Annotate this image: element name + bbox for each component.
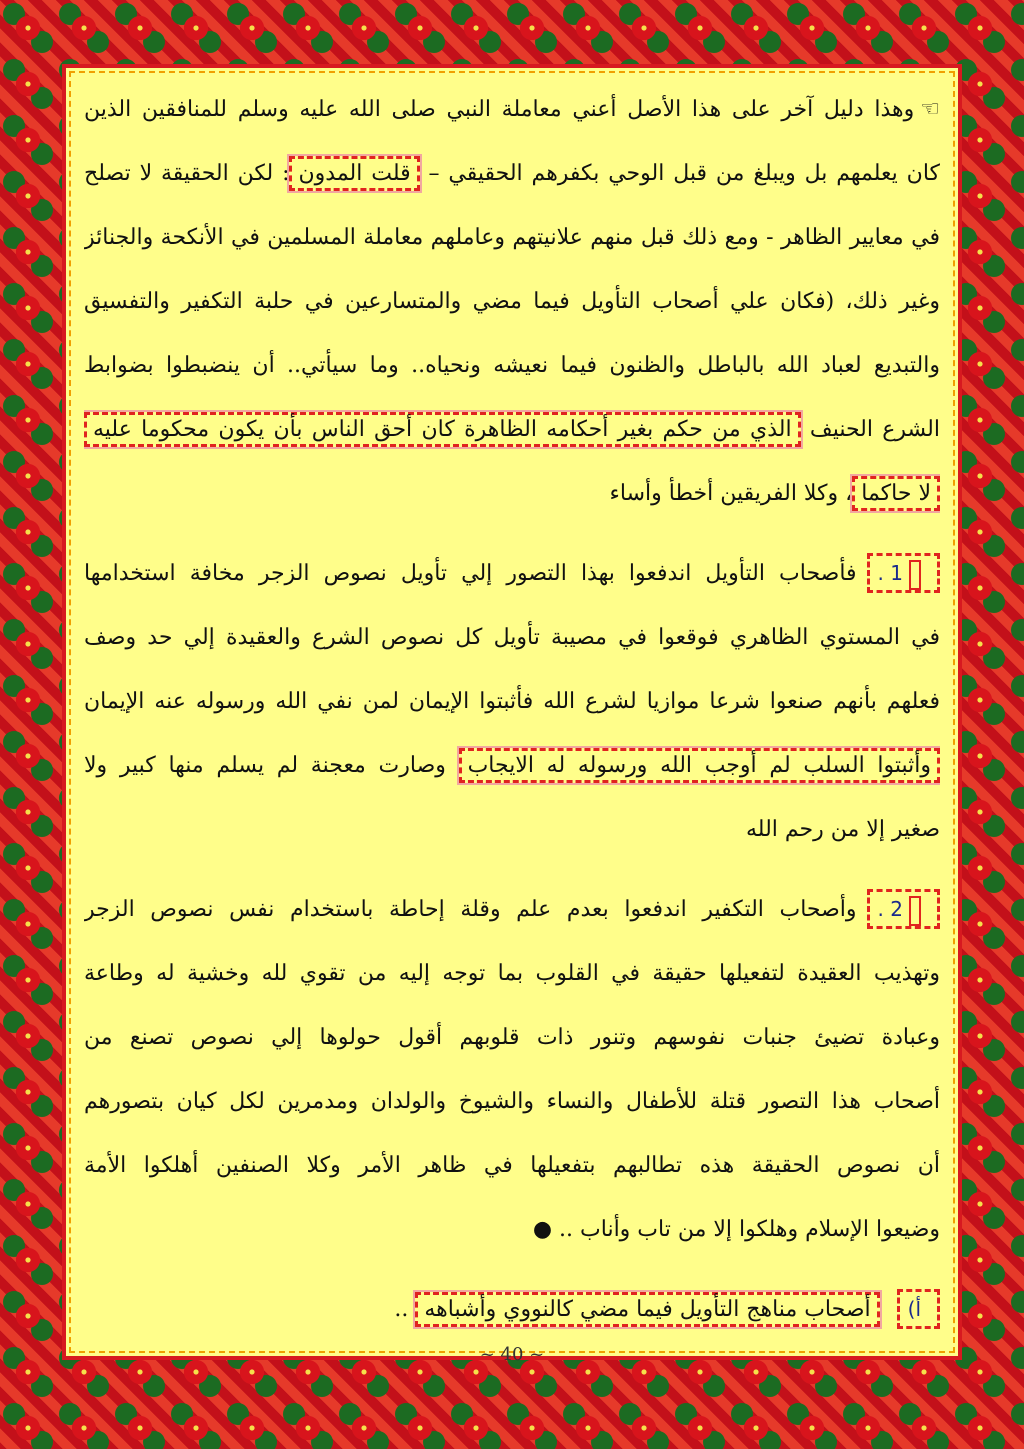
hand-pointing-left-icon: ☜ (920, 97, 940, 122)
side-bar (909, 560, 921, 590)
text-line: صغير إلا من رحم الله (746, 817, 940, 842)
text-line: فعلهم بأنهم صنعوا شرعا موازيا لشرع الله فأثبتوا الإيمان لمن نفي الله ورسوله عنه الإيمان (84, 689, 940, 714)
highlight-box: الذي من حكم بغير أحكامه الظاهرة كان أحق الناس بأن يكون محكوما عليه (84, 412, 801, 447)
text-line: كان يعلمهم بل ويبلغ من قبل الوحي بكفرهم الحقيقي – قلت المدون: لكن الحقيقة لا تصلح (84, 142, 940, 206)
spacer (84, 862, 940, 878)
page-number: ~ 40 ~ (479, 1344, 545, 1365)
text-line: ☜وهذا دليل آخر على هذا الأصل أعني معاملة النبي صلى الله عليه وسلم للمنافقين الذين (84, 97, 940, 122)
text-line: وأثبتوا السلب لم أوجب الله ورسوله له الايجاب وصارت معجنة لم يسلم منها كبير ولا (84, 734, 940, 798)
text-line: لا حاكما، وكلا الفريقين أخطأ وأساء (84, 462, 940, 526)
spacer (84, 526, 940, 542)
blogger-note-box: قلت المدون (289, 156, 419, 191)
text-line: في المستوي الظاهري فوقعوا في مصيبة تأويل كل نصوص الشرع والعقيدة إلي حد وصف (84, 625, 940, 650)
section-heading: أ) أصحاب مناهج التأويل فيما مضي كالنووي وأشباهه .. (84, 1278, 940, 1342)
text-line: 2 .وأصحاب التكفير اندفعوا بعدم علم وقلة إحاطة باستخدام نفس نصوص الزجر (84, 878, 940, 942)
text-line: الشرع الحنيف الذي من حكم بغير أحكامه الظاهرة كان أحق الناس بأن يكون محكوما عليه (84, 398, 940, 462)
side-bar (909, 896, 921, 926)
text-line: 1 .فأصحاب التأويل اندفعوا بهذا التصور إلي تأويل نصوص الزجر مخافة استخدامها (84, 542, 940, 606)
text-line: وغير ذلك، (فكان علي أصحاب التأويل فيما مضي والمتسارعين في حلبة التكفير والتفسيق (84, 289, 940, 314)
text-line: وتهذيب العقيدة لتفعيلها حقيقة في القلوب بما توجه إليه من تقوي لله وخشية له وطاعة (84, 961, 940, 986)
end-mark: ● (532, 1217, 553, 1242)
text-line: في معايير الظاهر - ومع ذلك قبل منهم علانيتهم وعاملهم معاملة المسلمين في الأنكحة والجنائز (84, 225, 940, 250)
highlight-box: لا حاكما (852, 476, 940, 511)
spacer (84, 1262, 940, 1278)
text-line: أصحاب هذا التصور قتلة للأطفال والنساء والشيوخ والولدان ومدمرين لكل كيان بتصورهم (84, 1089, 940, 1114)
text-line: وضيعوا الإسلام وهلكوا إلا من تاب وأناب .. ● (532, 1217, 940, 1242)
text-line: وعبادة تضيئ جنبات نفوسهم وتنور ذات قلوبهم أقول حولوها إلي نصوص تصنع من (84, 1025, 940, 1050)
section-label-box: أ) (897, 1289, 940, 1329)
highlight-box: أصحاب مناهج التأويل فيما مضي كالنووي وأشباهه (415, 1292, 879, 1327)
item-number-box: 1 . (867, 553, 940, 593)
highlight-box: وأثبتوا السلب لم أوجب الله ورسوله له الايجاب (459, 748, 940, 783)
page-content (84, 78, 940, 1342)
text-line: والتبديع لعباد الله بالباطل والظنون فيما نعيشه ونحياه.. وما سيأتي.. أن ينضبطوا بضوابط (84, 353, 940, 378)
text-line: أن نصوص الحقيقة هذه تطالبهم بتفعيلها في ظاهر الأمر وكلا الصنفين أهلكوا الأمة (84, 1153, 940, 1178)
item-number-box: 2 . (867, 889, 940, 929)
